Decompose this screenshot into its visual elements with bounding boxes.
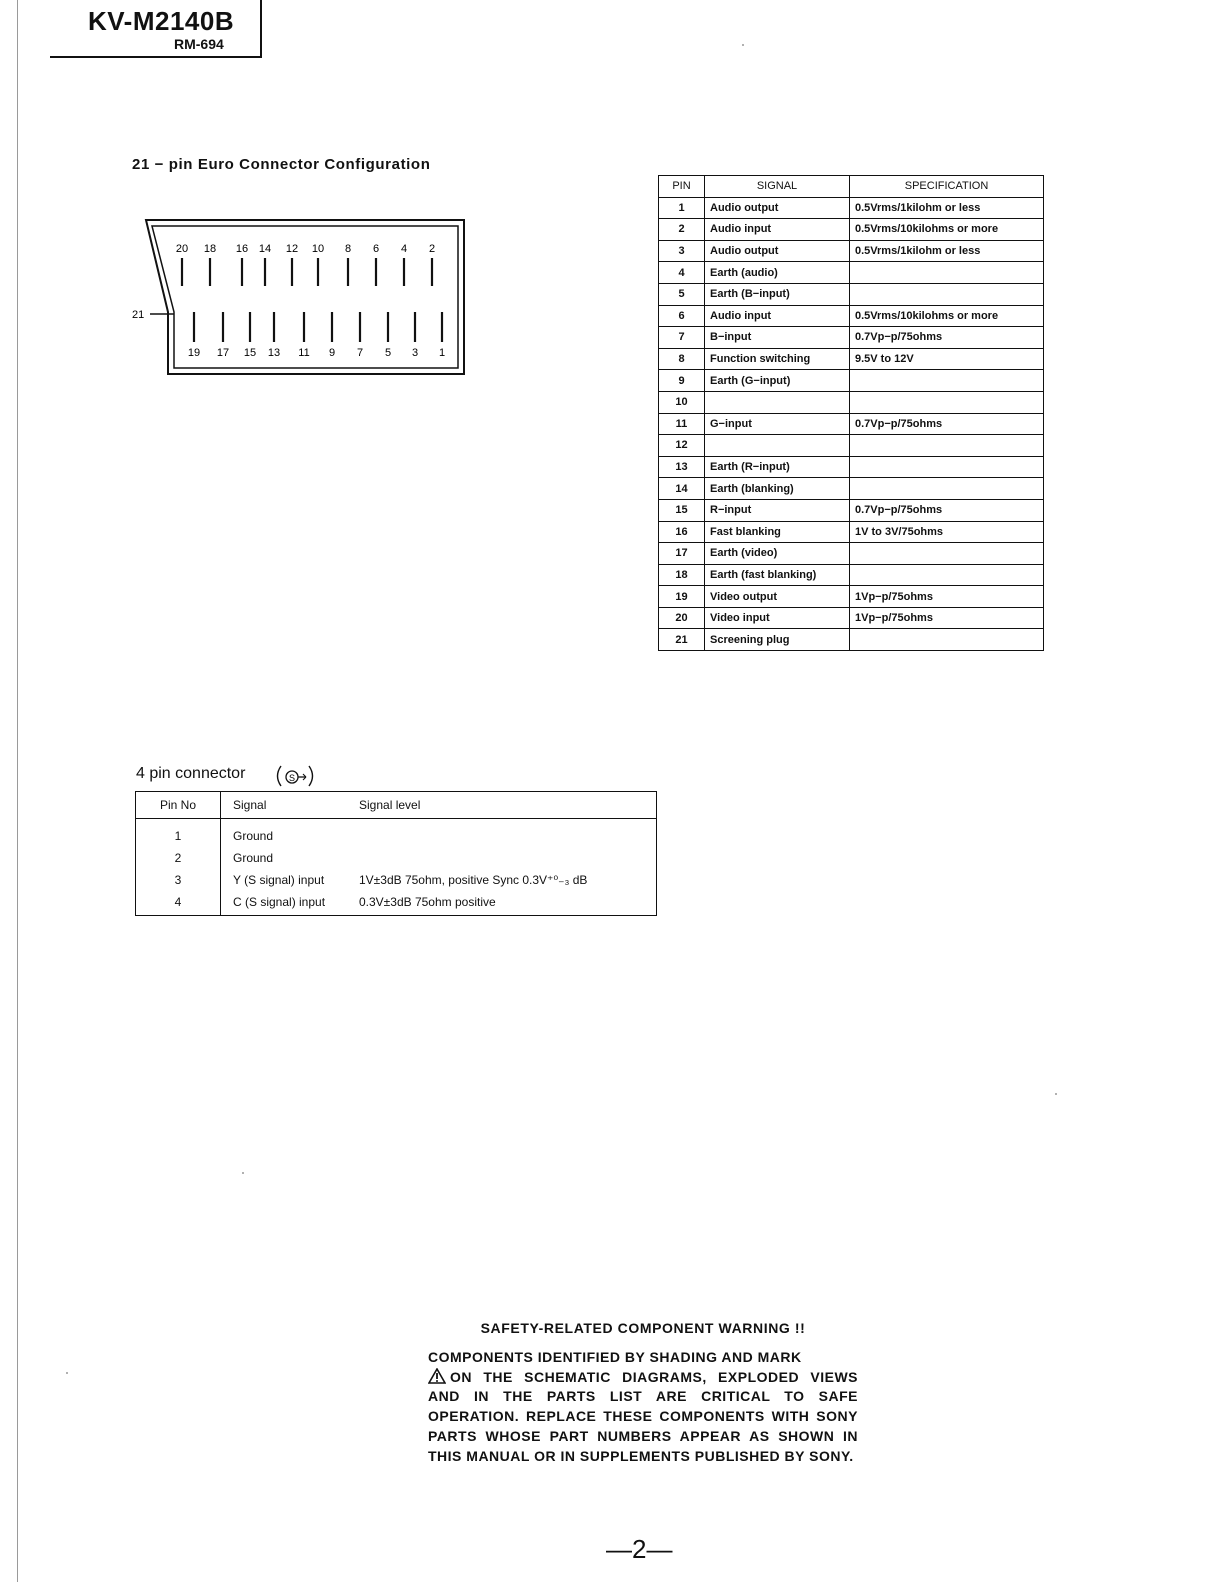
signal-cell: B−input	[705, 327, 850, 349]
safety-warning	[428, 1320, 858, 1466]
pin-label: 9	[328, 347, 336, 359]
signal-cell	[221, 869, 657, 891]
four-pin-title: 4 pin connector	[136, 765, 246, 782]
pin-number-cell: 11	[659, 413, 705, 435]
pin-label: 19	[187, 347, 201, 359]
pin-table-header	[659, 176, 1044, 198]
signal-cell: Earth (fast blanking)	[705, 564, 850, 586]
signal-cell: Earth (blanking)	[705, 478, 850, 500]
pin-no-header: Pin No	[136, 792, 221, 819]
pin-number-cell: 5	[659, 283, 705, 305]
pin-number-cell: 10	[659, 391, 705, 413]
four-pin-row	[136, 847, 657, 869]
pin-label: 15	[243, 347, 257, 359]
specification-cell	[850, 564, 1044, 586]
pin-number-cell: 19	[659, 586, 705, 608]
pin-table-row	[659, 456, 1044, 478]
four-pin-row	[136, 869, 657, 891]
signal-cell: Earth (audio)	[705, 262, 850, 284]
pin-table-row	[659, 262, 1044, 284]
signal-cell: Audio output	[705, 197, 850, 219]
scan-speck	[1055, 1093, 1057, 1095]
pin-header: PIN	[659, 176, 705, 198]
euro-connector-title: 21 − pin Euro Connector Configuration	[132, 156, 431, 173]
specification-cell: 0.7Vp−p/75ohms	[850, 327, 1044, 349]
signal-cell: Function switching	[705, 348, 850, 370]
pin-table-row	[659, 283, 1044, 305]
model-number: KV-M2140B	[88, 6, 235, 36]
pin-number-cell: 9	[659, 370, 705, 392]
signal-cell: Earth (G−input)	[705, 370, 850, 392]
pin-number-cell: 21	[659, 629, 705, 651]
pin-label: 13	[267, 347, 281, 359]
pin-number-cell: 2	[659, 219, 705, 241]
signal-cell	[705, 435, 850, 457]
signal-cell: Earth (video)	[705, 543, 850, 565]
signal-name: C (S signal) input	[233, 895, 326, 909]
signal-columns-header	[221, 792, 657, 819]
pin-21-label: 21	[132, 309, 145, 321]
signal-cell	[221, 847, 657, 869]
pin-number-cell: 17	[659, 543, 705, 565]
pin-number-cell: 18	[659, 564, 705, 586]
specification-cell: 1Vp−p/75ohms	[850, 607, 1044, 629]
signal-name: Ground	[233, 829, 274, 843]
pin-number-cell: 14	[659, 478, 705, 500]
specification-cell	[850, 456, 1044, 478]
pin-number-cell: 2	[136, 847, 221, 869]
pin-number-cell: 8	[659, 348, 705, 370]
scan-speck	[742, 44, 744, 46]
pin-specification-table	[658, 175, 1044, 651]
pin-label: 7	[356, 347, 364, 359]
pin-label: 2	[428, 243, 436, 255]
pin-number-cell: 13	[659, 456, 705, 478]
pin-label: 11	[298, 347, 310, 359]
four-pin-row	[136, 819, 657, 848]
pin-table-row	[659, 521, 1044, 543]
model-header	[50, 0, 262, 58]
signal-header: Signal	[233, 798, 267, 812]
pin-number-cell: 3	[659, 240, 705, 262]
specification-cell	[850, 391, 1044, 413]
pin-label: 3	[411, 347, 419, 359]
specification-cell: 0.5Vrms/10kilohms or more	[850, 305, 1044, 327]
specification-cell	[850, 283, 1044, 305]
pin-number-cell: 15	[659, 499, 705, 521]
pin-table-row	[659, 327, 1044, 349]
pin-number-cell: 7	[659, 327, 705, 349]
pin-table-row	[659, 607, 1044, 629]
pin-label: 20	[175, 243, 189, 255]
pin-table-row	[659, 413, 1044, 435]
signal-cell: Screening plug	[705, 629, 850, 651]
pin-table-row	[659, 348, 1044, 370]
pin-label: 8	[344, 243, 352, 255]
pin-number-cell: 12	[659, 435, 705, 457]
pin-table-row	[659, 564, 1044, 586]
warning-body	[428, 1348, 858, 1466]
specification-cell	[850, 435, 1044, 457]
pin-label: 12	[285, 243, 299, 255]
specification-cell: 0.5Vrms/1kilohm or less	[850, 197, 1044, 219]
page-binding-line	[17, 0, 18, 1582]
pin-table-row	[659, 305, 1044, 327]
pin-table-row	[659, 629, 1044, 651]
specification-cell: 0.7Vp−p/75ohms	[850, 413, 1044, 435]
pin-table-row	[659, 499, 1044, 521]
pin-label: 18	[203, 243, 217, 255]
specification-header: SPECIFICATION	[850, 176, 1044, 198]
page-number: —2—	[606, 1534, 673, 1564]
pin-label: 4	[400, 243, 408, 255]
pin-label: 17	[216, 347, 230, 359]
signal-cell: Earth (R−input)	[705, 456, 850, 478]
pin-label: 14	[258, 243, 272, 255]
pin-number-cell: 4	[136, 891, 221, 916]
signal-cell: Audio output	[705, 240, 850, 262]
pin-label: 1	[438, 347, 446, 359]
signal-cell	[705, 391, 850, 413]
warning-title: SAFETY-RELATED COMPONENT WARNING !!	[480, 1320, 806, 1336]
specification-cell	[850, 370, 1044, 392]
four-pin-header	[136, 792, 657, 819]
specification-cell	[850, 478, 1044, 500]
s-video-connector-icon	[272, 763, 318, 789]
pin-label: 6	[372, 243, 380, 255]
signal-cell: R−input	[705, 499, 850, 521]
four-pin-row	[136, 891, 657, 916]
pin-number-cell: 6	[659, 305, 705, 327]
pin-number-cell: 3	[136, 869, 221, 891]
signal-cell: Audio input	[705, 305, 850, 327]
scan-speck	[66, 1372, 68, 1374]
signal-cell: Fast blanking	[705, 521, 850, 543]
pin-label: 5	[384, 347, 392, 359]
pin-number-cell: 4	[659, 262, 705, 284]
pin-table-row	[659, 478, 1044, 500]
pin-table-row	[659, 197, 1044, 219]
pin-table-row	[659, 391, 1044, 413]
pin-table-row	[659, 219, 1044, 241]
four-pin-table	[135, 791, 657, 916]
specification-cell	[850, 262, 1044, 284]
signal-level-header: Signal level	[359, 798, 421, 812]
warning-text-part1: COMPONENTS IDENTIFIED BY SHADING AND MARK	[428, 1349, 802, 1365]
euro-connector-diagram	[128, 212, 468, 382]
svg-text:S: S	[289, 773, 296, 783]
specification-cell: 0.5Vrms/1kilohm or less	[850, 240, 1044, 262]
signal-cell: Video output	[705, 586, 850, 608]
signal-level: 1V±3dB 75ohm, positive Sync 0.3V⁺⁰₋₃ dB	[359, 873, 588, 887]
pin-table-row	[659, 586, 1044, 608]
pin-number-cell: 16	[659, 521, 705, 543]
pin-number-cell: 1	[136, 819, 221, 848]
specification-cell: 9.5V to 12V	[850, 348, 1044, 370]
scan-speck	[242, 1172, 244, 1174]
caution-triangle-icon	[428, 1368, 446, 1384]
pin-label: 10	[311, 243, 325, 255]
specification-cell: 0.5Vrms/10kilohms or more	[850, 219, 1044, 241]
remote-model: RM-694	[174, 36, 224, 52]
specification-cell: 1Vp−p/75ohms	[850, 586, 1044, 608]
signal-cell	[221, 819, 657, 848]
signal-header: SIGNAL	[705, 176, 850, 198]
warning-text-part2: ON THE SCHEMATIC DIAGRAMS, EXPLODED VIEWS AND IN THE PARTS LIST ARE CRITICAL TO SAFE OPERATION. REPLACE THESE COMPONENTS WITH SONY PARTS WHOSE PART NUMBERS APPEAR AS SHOWN IN THIS MANUAL OR IN SUPPLEMENTS PUBLISHED BY SONY.	[428, 1368, 858, 1464]
specification-cell	[850, 629, 1044, 651]
signal-name: Ground	[233, 851, 274, 865]
pin-label: 16	[235, 243, 249, 255]
signal-cell: Audio input	[705, 219, 850, 241]
specification-cell	[850, 543, 1044, 565]
specification-cell: 1V to 3V/75ohms	[850, 521, 1044, 543]
pin-table-row	[659, 370, 1044, 392]
signal-level: 0.3V±3dB 75ohm positive	[359, 895, 496, 909]
pin-table-row	[659, 240, 1044, 262]
pin-number-cell: 20	[659, 607, 705, 629]
signal-cell: G−input	[705, 413, 850, 435]
signal-name: Y (S signal) input	[233, 873, 325, 887]
pin-number-cell: 1	[659, 197, 705, 219]
pin-table-row	[659, 435, 1044, 457]
pin-table-row	[659, 543, 1044, 565]
signal-cell: Earth (B−input)	[705, 283, 850, 305]
signal-cell: Video input	[705, 607, 850, 629]
specification-cell: 0.7Vp−p/75ohms	[850, 499, 1044, 521]
signal-cell	[221, 891, 657, 916]
